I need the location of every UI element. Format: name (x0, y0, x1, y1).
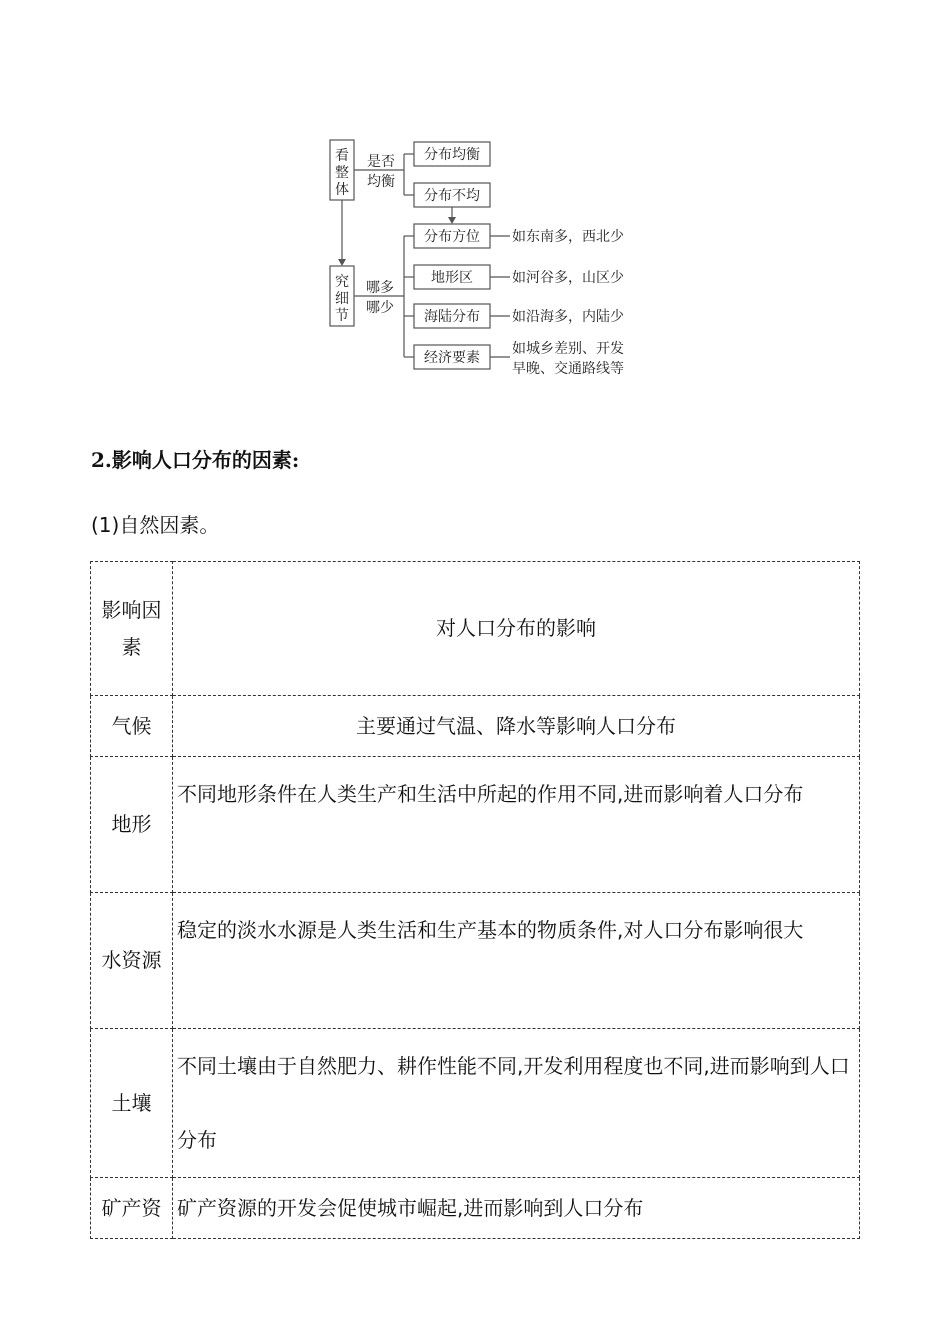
effect-cell: 不同地形条件在人类生产和生活中所起的作用不同,进而影响着人口分布 (173, 757, 860, 893)
arrow-head (338, 259, 346, 266)
note-text: 如沿海多，内陆少 (512, 309, 624, 325)
factor-cell: 气候 (91, 696, 173, 757)
note-text: 如东南多，西北少 (512, 229, 624, 245)
node-char: 看 (335, 148, 349, 164)
subsection-heading: (1)自然因素。 (91, 513, 220, 537)
box-label: 海陆分布 (424, 309, 480, 325)
note-text: 如河谷多，山区少 (512, 270, 624, 286)
effect-cell: 矿产资源的开发会促使城市崛起,进而影响到人口分布 (173, 1178, 860, 1239)
node-char: 节 (335, 308, 349, 324)
table-row (91, 696, 860, 757)
branch-label: 均衡 (367, 174, 395, 190)
table-row (91, 893, 860, 1029)
factor-cell: 土壤 (91, 1029, 173, 1178)
factor-cell: 矿产资 (91, 1178, 173, 1239)
factor-cell: 地形 (91, 757, 173, 893)
note-text: 早晚、交通路线等 (512, 361, 624, 377)
box-label: 分布不均 (424, 188, 480, 204)
branch-label: 哪多 (366, 280, 394, 296)
header-factor: 影响因素 (91, 562, 173, 696)
factor-cell: 水资源 (91, 893, 173, 1029)
node-char: 整 (335, 165, 349, 181)
node-char: 细 (335, 291, 349, 307)
population-distribution-diagram (0, 0, 950, 400)
table-header-row (91, 562, 860, 696)
table-row (91, 757, 860, 893)
header-effect: 对人口分布的影响 (173, 562, 860, 696)
box-label: 分布均衡 (424, 147, 480, 163)
table-row (91, 1029, 860, 1178)
box-label: 地形区 (431, 270, 473, 286)
branch-label: 是否 (367, 154, 395, 170)
effect-cell: 主要通过气温、降水等影响人口分布 (173, 696, 860, 757)
box-label: 经济要素 (424, 350, 480, 366)
branch-label: 哪少 (366, 300, 394, 316)
node-char: 究 (335, 274, 349, 290)
factors-table (90, 561, 860, 1239)
section-heading: 2.影响人口分布的因素: (91, 448, 300, 472)
effect-cell: 稳定的淡水水源是人类生活和生产基本的物质条件,对人口分布影响很大 (173, 893, 860, 1029)
table-row (91, 1178, 860, 1239)
effect-cell: 不同土壤由于自然肥力、耕作性能不同,开发利用程度也不同,进而影响到人口分布 (173, 1029, 860, 1178)
arrow-head (448, 217, 456, 224)
box-label: 分布方位 (424, 229, 480, 245)
node-char: 体 (335, 182, 349, 198)
note-text: 如城乡差别、开发 (512, 341, 624, 357)
